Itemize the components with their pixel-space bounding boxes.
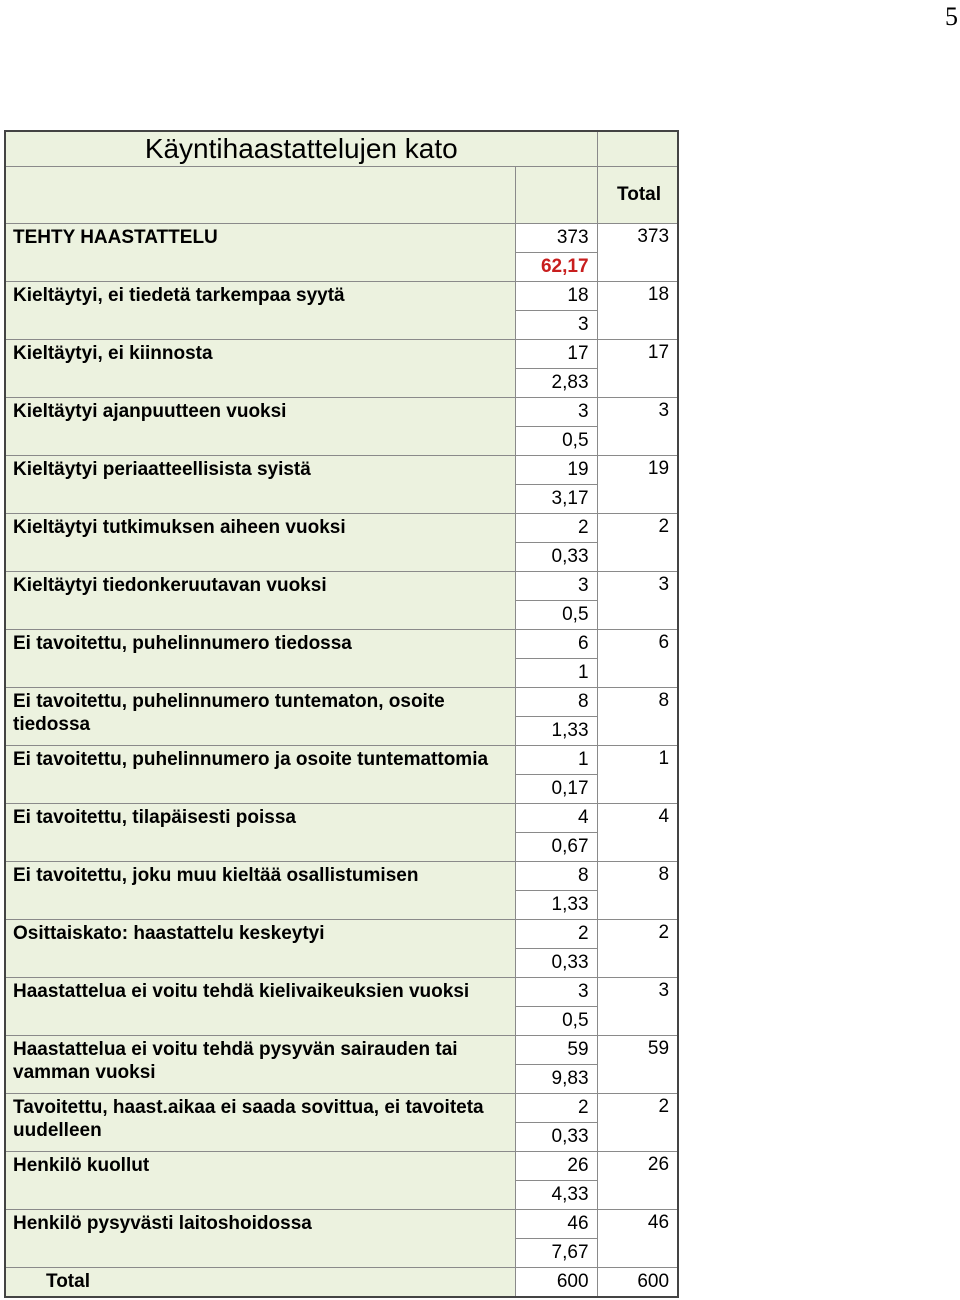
row-percent: 0,33 (515, 949, 597, 978)
nonresponse-table (4, 130, 679, 1298)
table-row (5, 398, 678, 427)
row-count: 26 (515, 1152, 597, 1181)
row-percent: 0,5 (515, 427, 597, 456)
row-total: 1 (597, 746, 678, 804)
row-total: 8 (597, 688, 678, 746)
row-percent: 1,33 (515, 891, 597, 920)
row-percent: 0,5 (515, 601, 597, 630)
row-label: Kieltäytyi, ei tiedetä tarkempaa syytä (5, 282, 515, 340)
row-total: 2 (597, 514, 678, 572)
row-label: Osittaiskato: haastattelu keskeytyi (5, 920, 515, 978)
row-count: 46 (515, 1210, 597, 1239)
row-label: Kieltäytyi, ei kiinnosta (5, 340, 515, 398)
total-row (5, 1268, 678, 1298)
table-row (5, 340, 678, 369)
total-row-total: 600 (597, 1268, 678, 1298)
table-title: Käyntihaastattelujen kato (5, 131, 597, 167)
total-row-label: Total (5, 1268, 515, 1298)
row-count: 59 (515, 1036, 597, 1065)
table-row (5, 804, 678, 833)
table-row (5, 746, 678, 775)
row-percent: 1,33 (515, 717, 597, 746)
table-row (5, 572, 678, 601)
row-percent: 0,67 (515, 833, 597, 862)
header-spacer-count (515, 167, 597, 224)
row-label: Tavoitettu, haast.aikaa ei saada sovittua, ei tavoiteta uudelleen (5, 1094, 515, 1152)
row-total: 373 (597, 224, 678, 282)
row-percent: 3,17 (515, 485, 597, 514)
row-count: 4 (515, 804, 597, 833)
row-total: 2 (597, 1094, 678, 1152)
table-row (5, 514, 678, 543)
row-label: Ei tavoitettu, puhelinnumero ja osoite tuntemattomia (5, 746, 515, 804)
table-row (5, 224, 678, 253)
row-total: 2 (597, 920, 678, 978)
row-total: 4 (597, 804, 678, 862)
row-label: Kieltäytyi periaatteellisista syistä (5, 456, 515, 514)
row-label: Kieltäytyi tiedonkeruutavan vuoksi (5, 572, 515, 630)
total-row-count: 600 (515, 1268, 597, 1298)
header-spacer (5, 167, 515, 224)
row-label: TEHTY HAASTATTELU (5, 224, 515, 282)
row-label: Haastattelua ei voitu tehdä pysyvän sairauden tai vamman vuoksi (5, 1036, 515, 1094)
row-count: 2 (515, 514, 597, 543)
row-total: 8 (597, 862, 678, 920)
row-total: 3 (597, 978, 678, 1036)
row-label: Henkilö pysyvästi laitoshoidossa (5, 1210, 515, 1268)
title-row-spacer (597, 131, 678, 167)
row-label: Ei tavoitettu, puhelinnumero tuntematon, osoite tiedossa (5, 688, 515, 746)
table-row (5, 456, 678, 485)
table-row (5, 1094, 678, 1123)
row-percent: 0,33 (515, 543, 597, 572)
row-count: 3 (515, 572, 597, 601)
row-total: 17 (597, 340, 678, 398)
row-percent: 7,67 (515, 1239, 597, 1268)
row-percent: 0,5 (515, 1007, 597, 1036)
row-total: 3 (597, 398, 678, 456)
row-count: 1 (515, 746, 597, 775)
total-column-header: Total (597, 167, 678, 224)
table-row (5, 630, 678, 659)
table-row (5, 1152, 678, 1181)
page-number: 5 (945, 2, 958, 31)
row-count: 2 (515, 1094, 597, 1123)
row-percent: 62,17 (515, 253, 597, 282)
row-percent: 2,83 (515, 369, 597, 398)
row-total: 46 (597, 1210, 678, 1268)
row-percent: 4,33 (515, 1181, 597, 1210)
table-row (5, 920, 678, 949)
table-row (5, 978, 678, 1007)
row-label: Haastattelua ei voitu tehdä kielivaikeuksien vuoksi (5, 978, 515, 1036)
table-row (5, 1036, 678, 1065)
header-row (5, 167, 678, 224)
row-percent: 0,33 (515, 1123, 597, 1152)
row-percent: 0,17 (515, 775, 597, 804)
row-count: 8 (515, 688, 597, 717)
row-total: 6 (597, 630, 678, 688)
row-label: Henkilö kuollut (5, 1152, 515, 1210)
row-count: 2 (515, 920, 597, 949)
table-row (5, 282, 678, 311)
row-count: 8 (515, 862, 597, 891)
table-row (5, 688, 678, 717)
row-label: Ei tavoitettu, puhelinnumero tiedossa (5, 630, 515, 688)
row-label: Ei tavoitettu, tilapäisesti poissa (5, 804, 515, 862)
row-label: Kieltäytyi tutkimuksen aiheen vuoksi (5, 514, 515, 572)
row-count: 18 (515, 282, 597, 311)
row-count: 19 (515, 456, 597, 485)
row-total: 3 (597, 572, 678, 630)
row-total: 26 (597, 1152, 678, 1210)
table-row (5, 1210, 678, 1239)
row-percent: 1 (515, 659, 597, 688)
row-percent: 3 (515, 311, 597, 340)
row-total: 19 (597, 456, 678, 514)
row-percent: 9,83 (515, 1065, 597, 1094)
row-count: 3 (515, 398, 597, 427)
row-total: 59 (597, 1036, 678, 1094)
row-count: 6 (515, 630, 597, 659)
row-label: Kieltäytyi ajanpuutteen vuoksi (5, 398, 515, 456)
row-count: 3 (515, 978, 597, 1007)
row-count: 373 (515, 224, 597, 253)
title-row (5, 131, 678, 167)
row-label: Ei tavoitettu, joku muu kieltää osallistumisen (5, 862, 515, 920)
row-count: 17 (515, 340, 597, 369)
row-total: 18 (597, 282, 678, 340)
table-row (5, 862, 678, 891)
